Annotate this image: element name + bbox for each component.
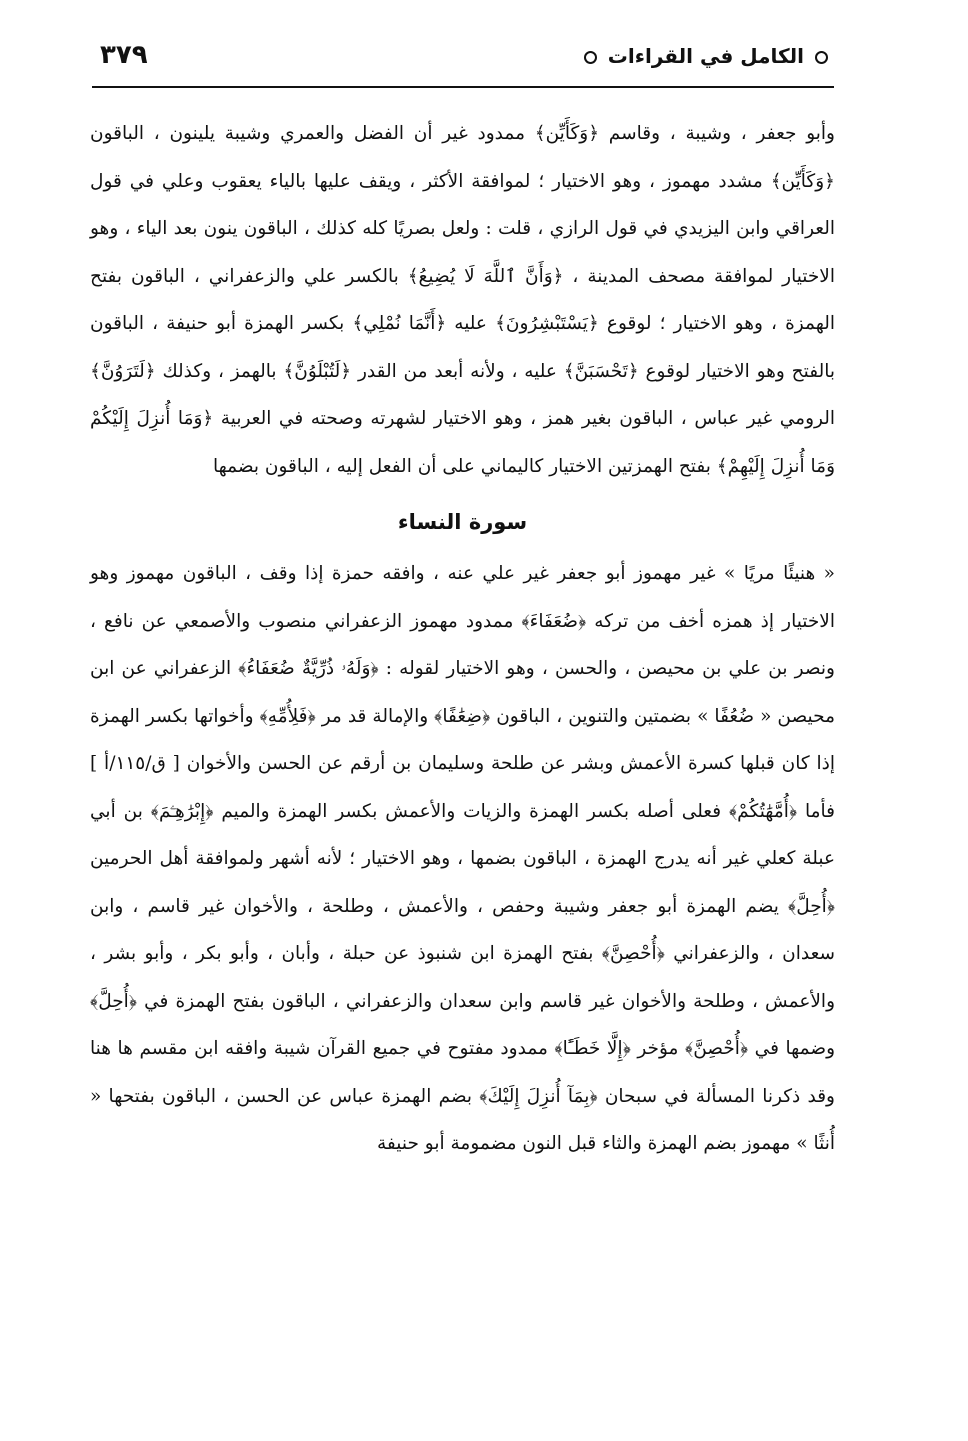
running-title-text: الكامل في القراءات xyxy=(607,44,805,68)
page-body xyxy=(90,110,835,1168)
circle-ornament-icon xyxy=(584,51,597,64)
running-title xyxy=(580,44,832,68)
page-header xyxy=(90,40,832,86)
surah-title: سورة النساء xyxy=(397,510,528,534)
header-rule xyxy=(92,86,834,88)
circle-ornament-icon xyxy=(815,51,828,64)
paragraph-ali-imran-end: وأبو جعفر ، وشيبة ، وقاسم ﴿وَكَأَيِّن﴾ ممدود غير أن الفضل والعمري وشيبة يلينون ، الباقون ﴿وَكَأَيِّن﴾ مشدد مهموز ، وهو الاختيار ؛ لموافقة الأكثر ، ويقف عليها بالياء يعقوب وعلي في قول العراقي وابن اليزيدي في قول الرازي ، قلت : ولعل بصريًا كله كذلك ، الباقون ينون بعد الياء ، وهو الاختيار لموافقة مصحف المدينة ، ﴿وَأَنَّ ٱللَّهَ لَا يُضِيعُ﴾ بالكسر علي والزعفراني ، الباقون بفتح الهمزة ، وهو الاختيار ؛ لوقوع ﴿يَسْتَبْشِرُونَ﴾ عليه ﴿أَنَّمَا نُمْلِي﴾ بكسر الهمزة أبو حنيفة ، الباقون بالفتح وهو الاختيار لوقوع ﴿تَحْسَبَنَّ﴾ عليه ، ولأنه أبعد من القدر ﴿لَتُبْلَوُنَّ﴾ بالهمز ، وكذلك ﴿لَتَرَوُنَّ﴾ الرومي غير عباس ، الباقون بغير همز ، وهو الاختيار لشهرته وصحته في العربية ﴿وَمَا أُنزِلَ إِلَيْكُمْ وَمَا أُنزِلَ إِلَيْهِمْ﴾ بفتح الهمزتين الاختيار كاليماني على أن الفعل إليه ، الباقون بضمها xyxy=(90,123,835,477)
page-number: ٣٧٩ xyxy=(100,40,148,70)
paragraph-an-nisa: « هنيئًا مريًا » غير مهموز أبو جعفر غير علي عنه ، وافقه حمزة إذا وقف ، الباقون مهموز وهو الاختيار إذ همزه أخف من تركه ﴿ضُعَفَاءَ﴾ ممدود مهموز الزعفراني منصوب والأصمعي عن نافع ، ونصر بن علي بن محيصن ، والحسن ، وهو الاختيار لقوله : ﴿وَلَهُۥ ذُرِّيَّةٌ ضُعَفَاءُ﴾ الزعفراني عن ابن محيصن « ضُعُفًا » بضمتين والتنوين ، الباقون ﴿ضِعَٰفًا﴾ والإمالة قد مر ﴿فَلِأُمِّهِ﴾ وأخواتها بكسر الهمزة إذا كان قبلها كسرة الأعمش وبشر عن طلحة وسليمان بن أرقم عن الحسن والأخوان [ ق/١١٥/أ ] فأما ﴿أُمَّهَٰتُكُمْ﴾ فعلى أصله بكسر الهمزة والزيات والأعمش بكسر الهمزة والميم ﴿إِبْرَٰهِـۧمَ﴾ بن أبي عبلة كعلي غير أنه يدرج الهمزة ، الباقون بضمها ، وهو الاختيار ؛ لأنه أشهر ولموافقة أهل الحرمين ﴿أُحِلَّ﴾ يضم الهمزة أبو جعفر وشيبة وحفص ، والأعمش ، وطلحة ، والأخوان غير قاسم ، وابن سعدان ، والزعفراني ﴿أُحْصِنَّ﴾ بفتح الهمزة ابن شنبوذ عن حبلة ، وأبان ، وأبو بكر ، وأبو بشر ، والأعمش ، وطلحة والأخوان غير قاسم وابن سعدان والزعفراني ، الباقون بفتح الهمزة في ﴿أُحِلَّ﴾ وضمها في ﴿أُحْصِنَّ﴾ مؤخر ﴿إِلَّا خَطَـًٔا﴾ ممدود مفتوح في جميع القرآن شيبة وافقه ابن مقسم ها هنا وقد ذكرنا المسألة في سبحان ﴿بِمَآ أُنزِلَ إِلَيْكَ﴾ بضم الهمزة عباس عن الحسن ، الباقون بفتحها « أُنثًا » مهموز بضم الهمزة والثاء قبل النون مضمومة أبو حنيفة xyxy=(90,563,835,1154)
